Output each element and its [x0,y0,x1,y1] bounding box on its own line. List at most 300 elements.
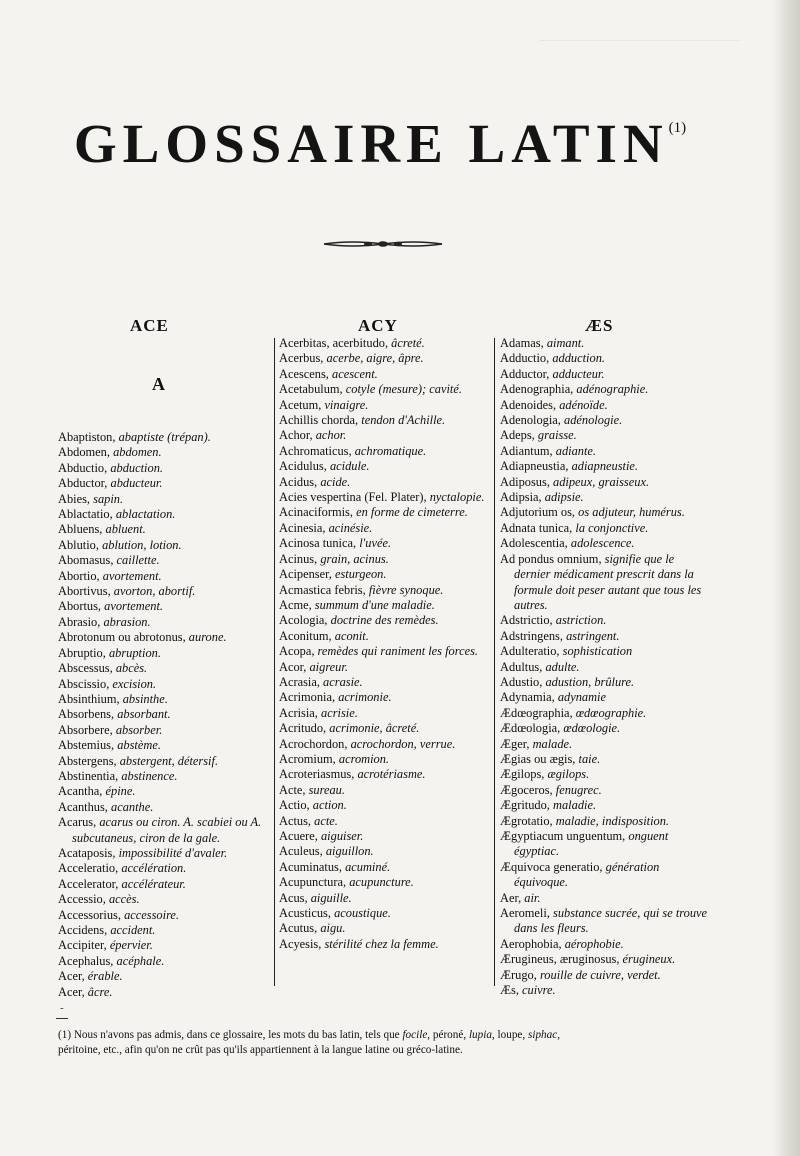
entry-definition: abdomen. [113,445,162,460]
entry-term: Abortus, [58,599,102,614]
glossary-entry [279,690,489,705]
entry-definition: summum d'une maladie. [314,597,435,612]
glossary-entry [500,475,710,490]
entry-definition: acrasie. [323,674,363,689]
entry-term: Acrisia, [279,705,318,720]
glossary-entry [58,569,270,584]
entry-definition: sophistication [562,644,633,659]
entry-term: Achillis chorda, [279,413,359,428]
entry-definition: achor. [315,428,347,443]
entry-term: Ædœographia, [500,705,573,720]
entry-term: Aconitum, [279,628,332,643]
entry-definition: remèdes qui raniment les forces. [317,644,479,659]
glossary-entry [279,921,489,936]
glossary-entry [500,536,710,551]
entry-term: Acupunctura, [279,875,347,890]
entry-definition: maladie, indisposition. [555,813,670,828]
glossary-entry [500,367,710,382]
entry-term: Ædœologia, [500,721,561,736]
glossary-entry [58,800,270,815]
entry-term: Aeromeli, [500,906,550,921]
entry-term: Acritudo, [279,721,327,736]
entry-term: Acopa, [279,644,315,659]
glossary-entry [279,814,489,829]
entry-definition: stérilité chez la femme. [324,936,439,951]
entry-term: Abstemius, [58,738,115,753]
glossary-entry [58,692,270,707]
entry-term: Abductor, [58,476,108,491]
glossary-entry [500,829,710,860]
glossary-entry [500,952,710,967]
entry-definition: âcre. [87,984,113,999]
entry-definition: âcreté. [391,336,425,350]
entry-term: Adnata tunica, [500,520,573,535]
entry-term: Abrasio, [58,614,101,629]
glossary-entry [279,351,489,366]
entry-definition: caillette. [116,553,160,568]
glossary-entry [58,892,270,907]
glossary-entry [500,706,710,721]
entry-term: Acerbitas, acerbitudo, [279,336,389,350]
entry-definition: avortement. [104,599,163,614]
entry-definition: adénographie. [576,382,649,397]
entry-definition: accessoire. [124,907,180,922]
glossary-entry [500,521,710,536]
entry-definition: absorbant. [117,707,171,722]
glossary-entry [279,783,489,798]
glossary-entry [58,738,270,753]
glossary-entry [58,938,270,953]
glossary-entry [500,351,710,366]
entry-definition: acrochordon, verrue. [350,736,456,751]
entry-definition: abluent. [105,522,146,537]
entry-definition: impossibilité d'avaler. [118,845,228,860]
glossary-entry [58,522,270,537]
entry-definition: adulte. [545,659,580,674]
entry-definition: aiguille. [310,890,352,905]
entry-term: Acrochordon, [279,736,348,751]
entry-definition: accès. [108,892,140,907]
glossary-entry [279,829,489,844]
entry-term: Abies, [58,491,91,506]
entry-term: Adustio, [500,674,543,689]
glossary-entry [58,769,270,784]
glossary-entry [58,723,270,738]
entry-term: Abscessus, [58,661,113,676]
entry-term: Acusticus, [279,906,331,921]
entry-term: Abluens, [58,522,103,537]
entry-term: Aerophobia, [500,936,562,951]
glossary-entry [500,660,710,675]
entry-term: Acetabulum, [279,382,343,397]
entry-definition: accident. [110,923,156,937]
entry-term: Acer, [58,984,85,999]
entry-term: Ad pondus omnium, [500,551,602,566]
entry-definition: accélérateur. [121,876,186,891]
footnote-marker: (1) [58,1029,72,1041]
entry-term: Adulteratio, [500,644,560,659]
entry-definition: adiapneustie. [571,459,639,474]
entry-term: Accessio, [58,892,106,907]
entry-term: Acidulus, [279,459,327,474]
entry-term: Acipenser, [279,567,332,582]
entry-definition: astringent. [566,628,620,643]
glossary-column-1 [58,430,270,1000]
entry-definition: acarus ou ciron. A. scabiei ou A. subcutaneus, ciron de la gale. [72,815,262,845]
glossary-entry [500,444,710,459]
printer-mark: - [60,1002,64,1014]
glossary-entry [500,968,710,983]
entry-definition: adduction. [552,351,605,366]
glossary-entry [58,430,270,445]
entry-term: Ægritudo, [500,798,550,813]
glossary-entry [279,552,489,567]
glossary-entry [500,336,710,351]
entry-term: Acrasia, [279,674,320,689]
glossary-entry [279,598,489,613]
column-header-acy: ACY [358,316,398,335]
glossary-entry [58,707,270,722]
footnote-rule [56,1018,68,1019]
entry-definition: vinaigre. [324,397,369,412]
glossary-entry [279,505,489,520]
entry-definition: aigu. [320,921,346,936]
entry-definition: adiante. [555,443,597,458]
glossary-entry [500,767,710,782]
entry-definition: graisse. [537,428,577,443]
entry-term: Acantha, [58,784,103,799]
glossary-entry [58,476,270,491]
glossary-entry [279,521,489,536]
entry-term: Adeps, [500,428,535,443]
entry-definition: œdœologie. [563,721,621,736]
glossary-entry [279,367,489,382]
entry-term: Absinthium, [58,691,120,706]
entry-term: Abomasus, [58,553,114,568]
glossary-entry [500,891,710,906]
entry-definition: abduction. [110,460,163,475]
glossary-entry [279,336,489,351]
glossary-entry [500,721,710,736]
glossary-entry [279,459,489,474]
glossary-entry [279,767,489,782]
entry-term: Acinaciformis, [279,505,353,520]
entry-term: Ablactatio, [58,507,113,522]
footnote-term: lupia, [468,1029,495,1041]
entry-term: Acies vespertina (Fel. Plater), [279,490,427,505]
entry-definition: rouille de cuivre, verdet. [539,967,661,982]
entry-term: Ægoceros, [500,782,553,797]
entry-term: Accipiter, [58,938,107,953]
entry-term: Acanthus, [58,799,108,814]
entry-term: Accessorius, [58,907,121,922]
entry-definition: tendon d'Achille. [361,413,446,428]
entry-definition: aérophobie. [564,936,624,951]
entry-term: Adstrictio, [500,613,553,628]
entry-term: Abortivus, [58,584,111,599]
glossary-entry [279,891,489,906]
entry-term: Abrotonum ou abrotonus, [58,630,186,645]
entry-term: Achor, [279,428,313,443]
entry-term: Acroteriasmus, [279,767,355,782]
glossary-column-2 [279,336,489,952]
column-divider [274,338,275,986]
entry-term: Adynamia, [500,690,555,705]
entry-definition: acuminé. [345,859,391,874]
glossary-entry [279,536,489,551]
entry-definition: érugineux. [622,952,676,967]
glossary-entry [500,552,710,614]
column-header-aes: ÆS [585,316,614,335]
entry-definition: acupuncture. [349,875,414,890]
entry-definition: os adjuteur, humérus. [578,505,685,520]
footnote-term: siphac, [527,1029,560,1041]
entry-term: Acidus, [279,474,318,489]
entry-term: Actus, [279,813,312,828]
footnote [58,1028,718,1058]
glossary-entry [279,644,489,659]
glossary-entry [58,661,270,676]
entry-definition: adipeux, graisseux. [553,474,650,489]
entry-term: Acme, [279,597,312,612]
entry-definition: acrimonie. [338,690,392,705]
glossary-entry [279,490,489,505]
glossary-entry [279,428,489,443]
entry-definition: absinthe. [122,691,168,706]
glossary-entry [279,844,489,859]
entry-term: Adenologia, [500,413,561,428]
glossary-entry [58,815,270,846]
entry-definition: avortement. [102,568,162,583]
glossary-entry [58,923,270,938]
entry-definition: acrimonie, âcreté. [329,721,420,736]
glossary-entry [58,754,270,769]
glossary-entry [58,553,270,568]
entry-term: Ærugineus, æruginosus, [500,952,620,967]
glossary-entry [58,861,270,876]
entry-definition: esturgeon. [334,567,387,582]
entry-definition: acescent. [332,366,378,381]
letter-heading-a: A [152,374,165,394]
entry-definition: maladie. [553,798,597,813]
entry-term: Acetum, [279,397,322,412]
footnote-text: loupe, [497,1029,526,1041]
entry-term: Ægilops, [500,767,545,782]
page-title: GLOSSAIRE LATIN$^{(1)}$ [73,113,687,174]
entry-term: Acologia, [279,613,328,628]
glossary-entry [58,908,270,923]
entry-term: Adultus, [500,659,543,674]
entry-definition: ablution, lotion. [102,537,182,552]
entry-term: Acyesis, [279,936,322,951]
entry-term: Abstergens, [58,753,117,768]
entry-definition: cotyle (mesure); cavité. [345,382,462,397]
glossary-entry [500,983,710,998]
entry-definition: doctrine des remèdes. [330,613,439,628]
glossary-entry [58,538,270,553]
entry-definition: astriction. [555,613,607,628]
entry-definition: aigreur. [309,659,348,674]
glossary-column-3 [500,336,710,998]
entry-definition: acéphale. [116,953,165,968]
glossary-entry [500,413,710,428]
entry-term: Acmastica febris, [279,582,366,597]
entry-definition: taie. [578,751,601,766]
entry-definition: substance sucrée, qui se trouve dans les fleurs. [514,906,708,936]
glossary-entry [58,445,270,460]
entry-definition: épine. [105,784,136,799]
entry-definition: malade. [532,736,573,751]
entry-term: Acerbus, [279,351,324,366]
glossary-entry [500,459,710,474]
glossary-entry [58,599,270,614]
glossary-entry [500,490,710,505]
glossary-entry [279,752,489,767]
entry-definition: onguent égyptiac. [514,829,669,859]
footnote-text: péritoine, etc., afin qu'on ne crût pas qu'ils appartiennent à la langue latine ou gréco-latine. [58,1044,463,1056]
entry-definition: adolescence. [570,536,635,551]
entry-definition: adénoïde. [559,397,608,412]
entry-definition: aiguillon. [325,844,374,859]
glossary-entry [279,860,489,875]
entry-definition: abcès. [115,661,148,676]
glossary-entry [279,798,489,813]
entry-term: Ægrotatio, [500,813,553,828]
glossary-entry [279,413,489,428]
entry-term: Adipsia, [500,490,542,505]
entry-term: Acus, [279,890,308,905]
entry-term: Ægyptiacum unguentum, [500,829,626,843]
entry-term: Aer, [500,890,522,905]
footnote-text: Nous n'avons pas admis, dans ce glossaire, les mots du bas latin, tels que [73,1029,400,1041]
glossary-entry [500,798,710,813]
entry-term: Adductio, [500,351,550,366]
entry-definition: grain, acinus. [320,551,389,566]
entry-term: Abscissio, [58,676,110,691]
glossary-entry [279,583,489,598]
glossary-entry [279,875,489,890]
glossary-entry [58,507,270,522]
glossary-entry [500,428,710,443]
entry-definition: fièvre synoque. [368,582,444,597]
entry-term: Adductor, [500,366,550,381]
glossary-entry [58,877,270,892]
entry-term: Acinosa tunica, [279,536,357,551]
entry-term: Acuere, [279,829,318,843]
glossary-entry [58,985,270,1000]
entry-term: Adamas, [500,336,544,350]
entry-definition: air. [524,890,541,905]
entry-term: Acor, [279,659,307,674]
glossary-entry [500,860,710,891]
entry-term: Ablutio, [58,537,99,552]
entry-term: Acte, [279,782,306,797]
column-header-ace: ACE [130,316,169,335]
glossary-entry [500,398,710,413]
entry-definition: acrisie. [321,705,358,720]
glossary-entry [58,461,270,476]
entry-term: Acceleratio, [58,861,119,876]
entry-definition: ablactation. [115,507,176,522]
entry-definition: aconit. [334,628,369,643]
entry-definition: œdœographie. [575,705,647,720]
entry-term: Æger, [500,736,530,751]
entry-definition: accélération. [121,861,187,876]
entry-term: Adiposus, [500,474,550,489]
entry-term: Ægias ou ægis, [500,751,576,766]
entry-term: Ærugo, [500,967,537,982]
glossary-entry [58,615,270,630]
entry-term: Accidens, [58,923,108,937]
entry-term: Acinus, [279,551,318,566]
entry-definition: abstergent, détersif. [119,753,219,768]
glossary-entry [58,969,270,984]
entry-definition: abducteur. [110,476,163,491]
glossary-entry [500,752,710,767]
entry-term: Abstinentia, [58,768,119,783]
glossary-entry [279,567,489,582]
glossary-entry [279,629,489,644]
entry-definition: abaptiste (trépan). [118,430,211,444]
entry-term: Actio, [279,798,310,813]
footnote-text: péroné, [432,1029,467,1041]
glossary-entry [58,784,270,799]
entry-term: Acrimonia, [279,690,336,705]
entry-definition: érable. [87,969,123,984]
entry-definition: acidule. [329,459,370,474]
entry-definition: nyctalopie. [429,490,485,505]
entry-definition: acanthe. [111,799,154,814]
entry-definition: cuivre. [522,983,556,998]
entry-term: Acataposis, [58,845,116,860]
glossary-entry [500,629,710,644]
entry-term: Adolescentia, [500,536,568,551]
entry-term: Absorbens, [58,707,115,722]
entry-term: Æs, [500,983,519,998]
entry-term: Acutus, [279,921,318,936]
glossary-entry [279,906,489,921]
entry-definition: aimant. [546,336,585,350]
entry-term: Adjutorium os, [500,505,576,520]
entry-definition: en forme de cimeterre. [356,505,468,520]
entry-term: Aculeus, [279,844,323,859]
entry-definition: génération équivoque. [514,859,660,890]
entry-definition: action. [312,798,347,813]
entry-definition: acromion. [338,751,390,766]
entry-definition: acte. [314,813,338,828]
entry-term: Acarus, [58,815,97,830]
entry-term: Absorbere, [58,722,113,737]
entry-definition: adynamie [557,690,606,705]
title-footnote-ref: (1) [668,120,687,136]
glossary-entry [279,675,489,690]
entry-term: Adiantum, [500,443,553,458]
entry-definition: absorber. [115,722,163,737]
glossary-entry [500,675,710,690]
glossary-entry [500,937,710,952]
glossary-entry [279,660,489,675]
entry-definition: acoustique. [334,906,391,921]
entry-definition: excision. [112,676,157,691]
glossary-entry [279,398,489,413]
entry-definition: fenugrec. [555,782,602,797]
glossary-entry [279,382,489,397]
entry-definition: sapin. [93,491,124,506]
glossary-entry [279,721,489,736]
glossary-entry [58,846,270,861]
glossary-entry [500,690,710,705]
entry-definition: abstinence. [121,768,178,783]
